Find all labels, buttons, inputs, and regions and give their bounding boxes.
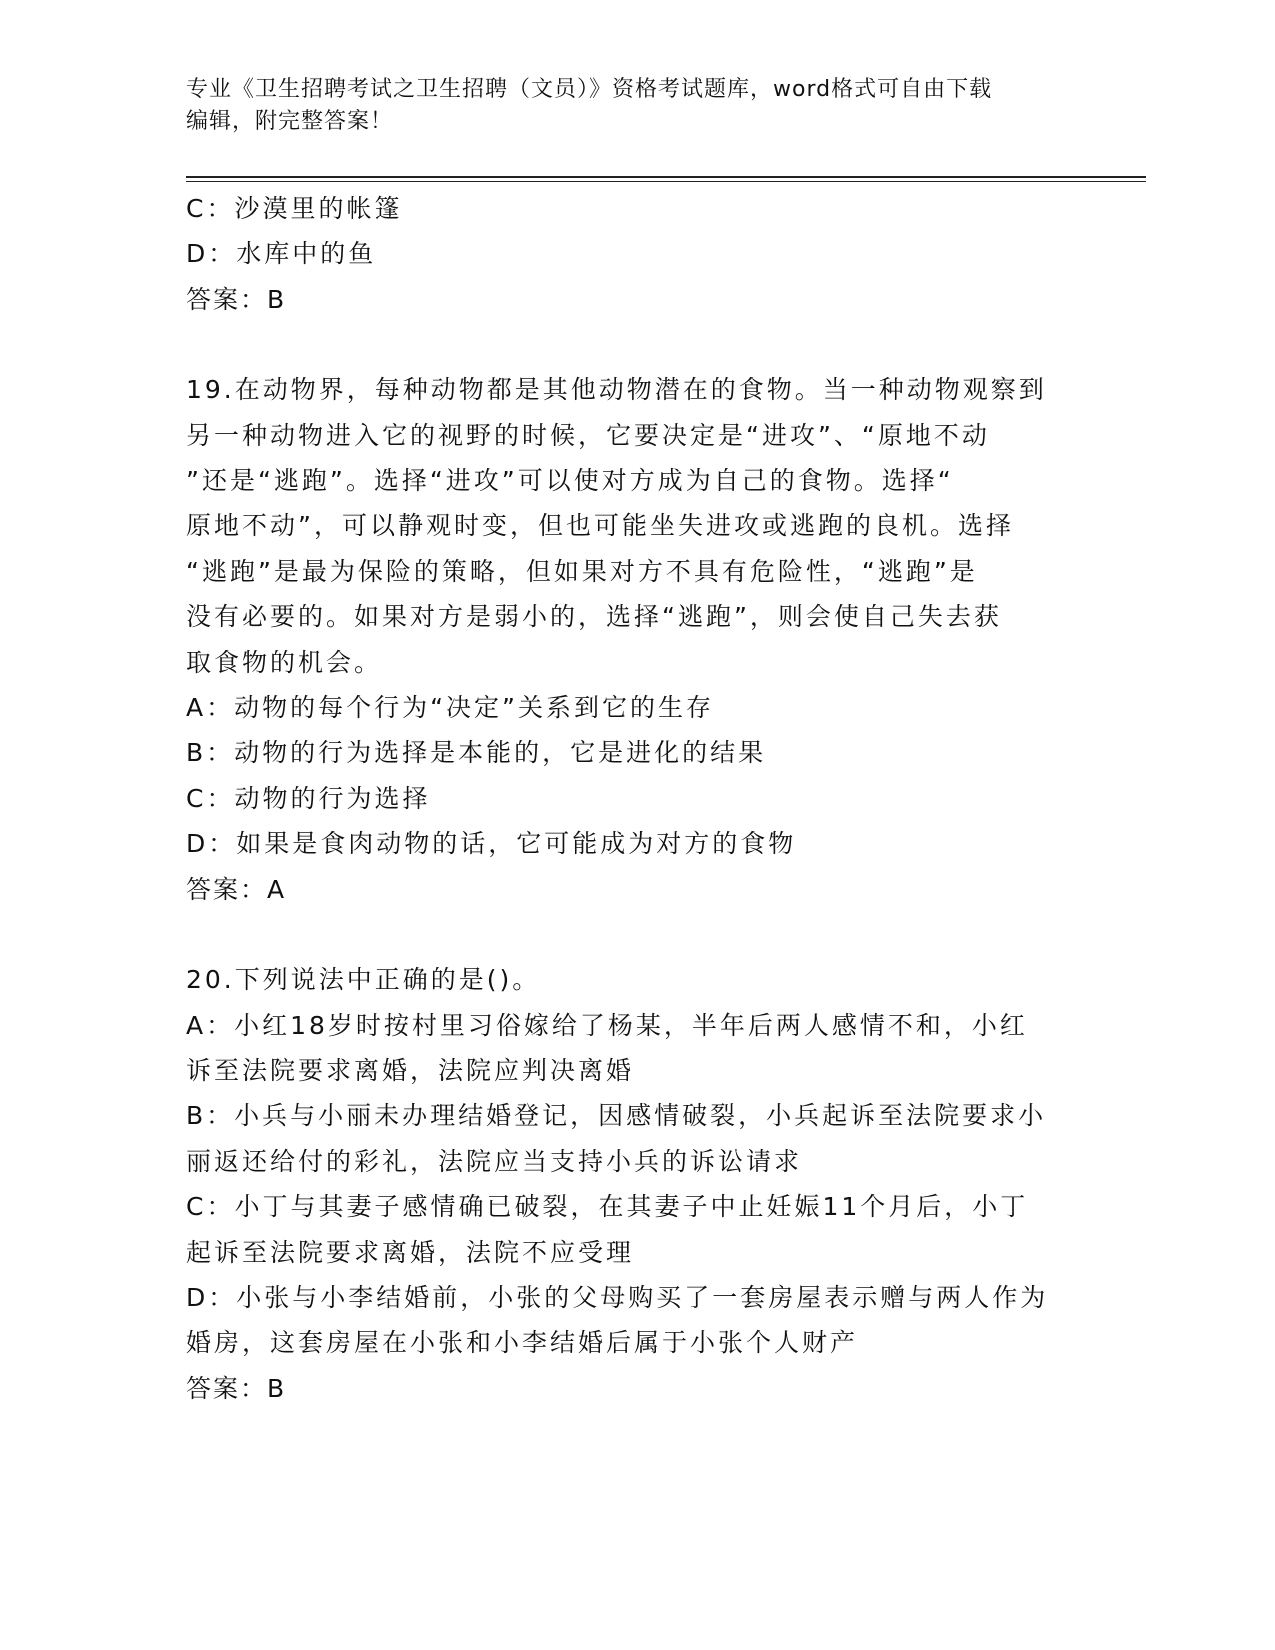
option-d: D：水库中的鱼 [186,239,377,269]
option-a: A：动物的每个行为“决定”关系到它的生存 [186,693,715,723]
option-d-continued: 婚房，这套房屋在小张和小李结婚后属于小张个人财产 [186,1328,859,1358]
page-header [186,74,1066,138]
option-b: B：小兵与小丽未办理结婚登记，因感情破裂，小兵起诉至法院要求小 [186,1101,1047,1131]
answer-line: 答案：A [186,874,287,904]
question-content [186,186,1076,1411]
question-19-block [186,367,1076,912]
spacer [186,322,1076,367]
option-c: C：沙漠里的帐篷 [186,194,403,223]
question-stem-line: ”还是“逃跑”。选择“进攻”可以使对方成为自己的食物。选择“ [186,466,954,496]
question-stem-line: 原地不动”，可以静观时变，但也可能坐失进攻或逃跑的良机。选择 [186,511,1014,541]
answer-line: 答案：B [186,1373,287,1403]
question-stem-line: 取食物的机会。 [186,647,383,677]
option-b: B：动物的行为选择是本能的，它是进化的结果 [186,738,767,768]
answer-line: 答案：B [186,284,287,314]
option-c-continued: 起诉至法院要求离婚，法院不应受理 [186,1237,635,1267]
question-stem-line: 20.下列说法中正确的是()。 [186,965,541,995]
option-c: C：小丁与其妻子感情确已破裂，在其妻子中止妊娠11个月后，小丁 [186,1192,1029,1222]
option-b-continued: 丽返还给付的彩礼，法院应当支持小兵的诉讼请求 [186,1146,803,1176]
header-line-1: 专业《卫生招聘考试之卫生招聘（文员）》资格考试题库，word格式可自由下载 [186,77,993,102]
option-d: D：如果是食肉动物的话，它可能成为对方的食物 [186,829,797,859]
option-c: C：动物的行为选择 [186,783,431,813]
question-stem-line: 没有必要的。如果对方是弱小的，选择“逃跑”，则会使自己失去获 [186,602,1002,632]
spacer [186,912,1076,957]
question-stem-line: 另一种动物进入它的视野的时候，它要决定是“进攻”、“原地不动 [186,420,990,450]
question-stem-line: “逃跑”是最为保险的策略，但如果对方不具有危险性，“逃跑”是 [186,556,978,586]
option-d: D：小张与小李结婚前，小张的父母购买了一套房屋表示赠与两人作为 [186,1282,1049,1312]
option-a: A：小红18岁时按村里习俗嫁给了杨某，半年后两人感情不和，小红 [186,1010,1028,1040]
question-stem-line: 19.在动物界，每种动物都是其他动物潜在的食物。当一种动物观察到 [186,375,1047,405]
previous-question-block [186,186,1076,322]
header-line-2: 编辑，附完整答案！ [186,109,394,134]
option-a-continued: 诉至法院要求离婚，法院应判决离婚 [186,1055,635,1085]
header-divider [186,176,1146,182]
question-20-block [186,957,1076,1411]
